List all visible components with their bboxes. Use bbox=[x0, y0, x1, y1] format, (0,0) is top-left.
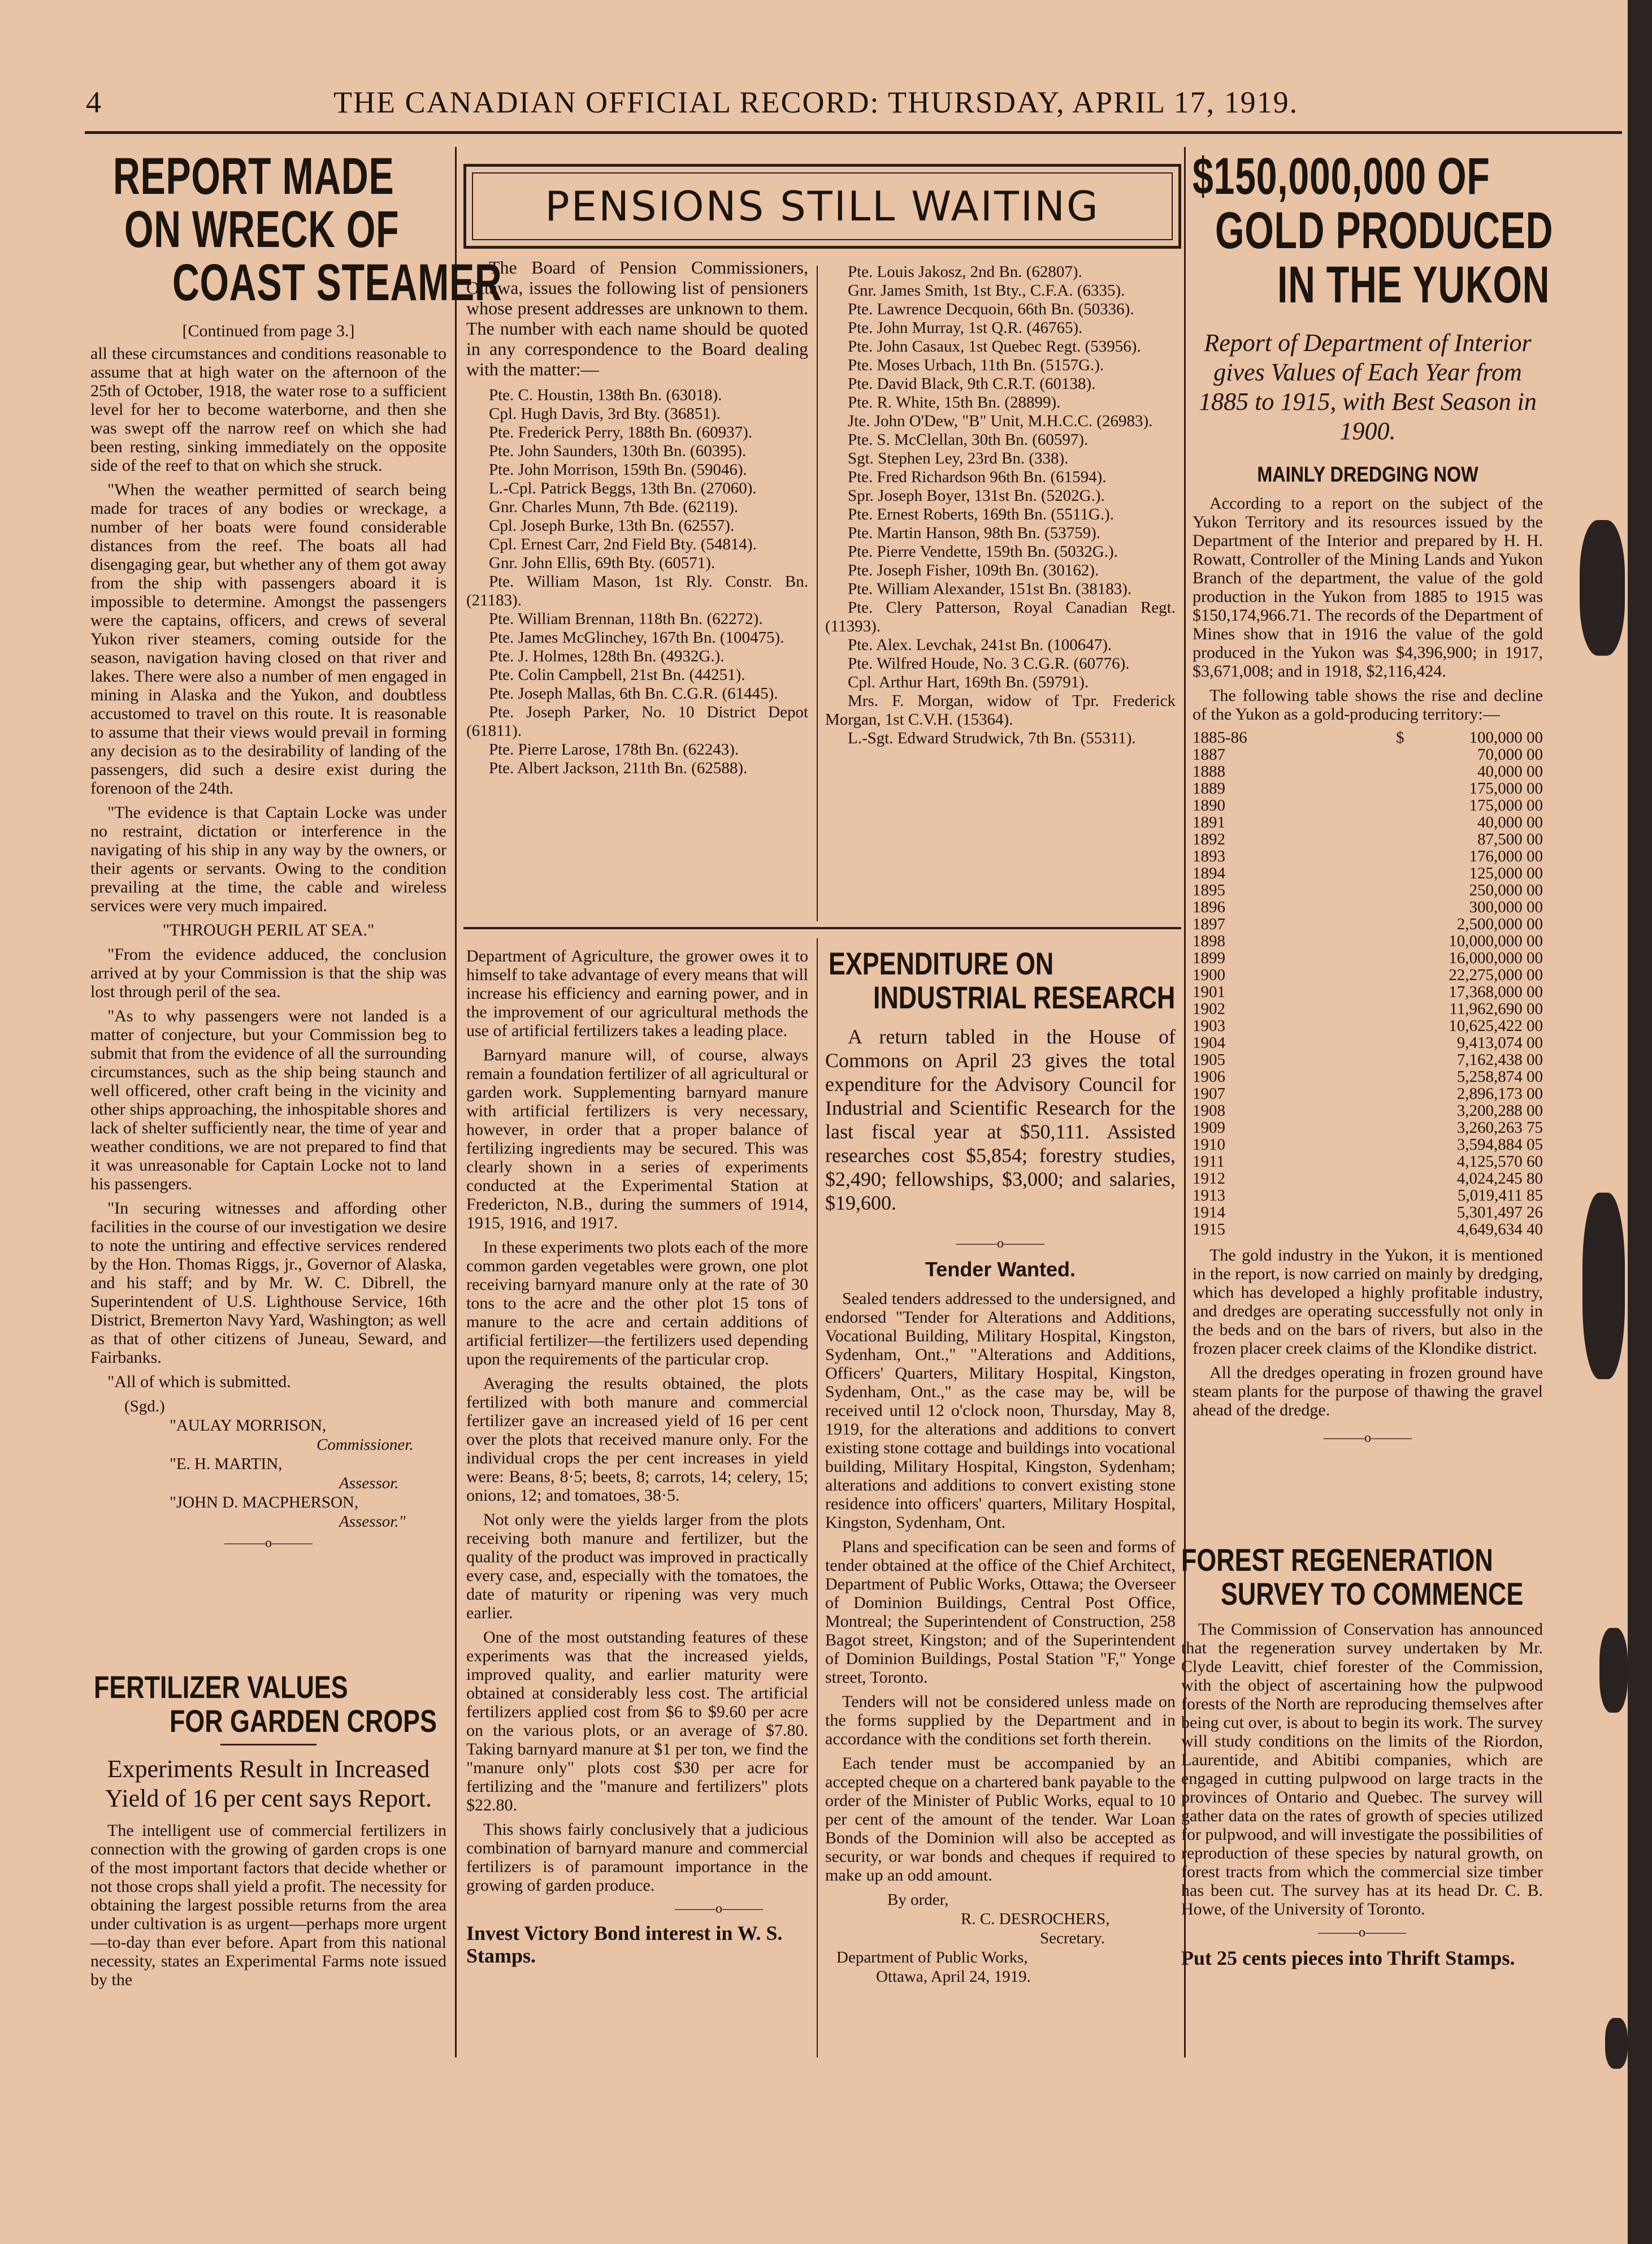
pension-entry: Pte. Lawrence Decquoin, 66th Bn. (50336). bbox=[848, 300, 1134, 318]
forest-headline-1: FOREST REGENERATION bbox=[1181, 1542, 1493, 1578]
wreck-subhead: "THROUGH PERIL AT SEA." bbox=[162, 921, 375, 939]
gold-table-row bbox=[1193, 933, 1543, 950]
tender-paragraph: Each tender must be accompanied by an accepted cheque on a chartered bank payable to the order of the Minister of Public Works, equal to 10 per cent of the amount of the tender. War Loan Bonds of the Dominion will also be accepted as security, or war bonds and cheques if required to make up an odd amount. bbox=[825, 1754, 1176, 1885]
fertilizer-continued bbox=[466, 947, 808, 2043]
gold-table-row bbox=[1193, 916, 1543, 933]
gold-amount: 9,413,074 00 bbox=[1456, 1034, 1543, 1052]
edge-damage bbox=[1580, 520, 1625, 656]
gold-dollar-sign bbox=[1396, 763, 1419, 780]
victory-bond-notice: Invest Victory Bond interest in W. S. Stamps. bbox=[466, 1922, 783, 1967]
tender-signature bbox=[825, 1890, 1176, 1986]
tender-paragraph: Sealed tenders addressed to the undersigned, and endorsed "Tender for Alterations and Additions, Vocational Building, Military Hospital, Kingston, Sydenham, Ont.," "Alterations and Additions, Officers' Quarters, Military Hospital, Kingston, Sydenham, Ont.," as the case may be, will be received until 12 o'clock noon, Thursday, May 8, 1919, for the alterations and additions to convert existing stone cottage and buildings into vocational building, Military Hospital, Kingston, Sydenham; alterations and additions to convert existing stone residence into officers' quarters, Military Hospital, Kingston, Sydenham, Ont. bbox=[825, 1289, 1176, 1532]
scan-background bbox=[1628, 0, 1652, 2244]
pension-entry: Gnr. John Ellis, 69th Bty. (60571). bbox=[489, 554, 716, 572]
gold-dollar-sign bbox=[1396, 899, 1419, 916]
fertilizer-paragraph: This shows fairly conclusively that a judicious combination of barnyard manure and commercial fertilizers is of paramount importance in the growing of garden produce. bbox=[466, 1820, 808, 1895]
gold-headline-2: GOLD PRODUCED bbox=[1215, 202, 1554, 259]
gold-table-row bbox=[1193, 1068, 1543, 1085]
signer-3-title: Assessor." bbox=[339, 1513, 406, 1531]
gold-table-row bbox=[1193, 729, 1543, 746]
gold-dollar-sign bbox=[1396, 950, 1419, 967]
gold-dollar-sign bbox=[1396, 797, 1419, 814]
pension-entry: Pte. William Alexander, 151st Bn. (38183). bbox=[848, 580, 1132, 598]
gold-table-row bbox=[1193, 797, 1543, 814]
gold-dollar-sign bbox=[1396, 933, 1419, 950]
gold-year: 1909 bbox=[1193, 1119, 1225, 1137]
masthead: THE CANADIAN OFFICIAL RECORD: THURSDAY, APRIL 17, 1919. bbox=[333, 85, 1299, 119]
gold-dollar-sign bbox=[1396, 1051, 1419, 1068]
gold-year: 1907 bbox=[1193, 1085, 1225, 1103]
pension-entry: Pte. Pierre Vendette, 159th Bn. (5032G.). bbox=[848, 543, 1118, 561]
pension-entry: Jte. John O'Dew, "B" Unit, M.H.C.C. (26983). bbox=[848, 412, 1153, 430]
expenditure-headline-2: INDUSTRIAL RESEARCH bbox=[873, 980, 1176, 1015]
pension-entry: Pte. Clery Patterson, Royal Canadian Regt. (11393). bbox=[825, 599, 1176, 635]
pension-entry: L.-Cpl. Patrick Beggs, 13th Bn. (27060). bbox=[489, 479, 757, 497]
pension-entry: Pte. John Murray, 1st Q.R. (46765). bbox=[848, 319, 1083, 337]
pension-entry: Spr. Joseph Boyer, 131st Bn. (5202G.). bbox=[848, 487, 1105, 505]
tender-dept: Department of Public Works, bbox=[836, 1948, 1028, 1966]
gold-dollar-sign bbox=[1396, 967, 1419, 984]
wreck-article bbox=[90, 148, 502, 1670]
gold-table-row bbox=[1193, 1153, 1543, 1170]
gold-dollar-sign bbox=[1396, 814, 1419, 831]
gold-dollar-sign bbox=[1396, 1204, 1419, 1221]
pension-entry: Pte. William Brennan, 118th Bn. (62272). bbox=[489, 610, 763, 628]
gold-table-row bbox=[1193, 746, 1543, 763]
fertilizer-headline-1: FERTILIZER VALUES bbox=[94, 1669, 348, 1705]
gold-amount: 250,000 00 bbox=[1469, 881, 1543, 899]
pension-entry: Pte. Moses Urbach, 11th Bn. (5157G.). bbox=[848, 356, 1104, 374]
gold-dollar-sign: $ bbox=[1396, 729, 1404, 747]
pension-entry: Pte. Louis Jakosz, 2nd Bn. (62807). bbox=[848, 263, 1082, 281]
pension-entry: Pte. Joseph Parker, No. 10 District Depot (61811). bbox=[466, 703, 808, 740]
gold-amount: 3,200,288 00 bbox=[1456, 1102, 1543, 1120]
gold-table-row bbox=[1193, 1102, 1543, 1119]
fertilizer-rule bbox=[220, 1744, 316, 1745]
gold-year: 1891 bbox=[1193, 813, 1225, 831]
pension-entry: Gnr. Charles Munn, 7th Bde. (62119). bbox=[489, 498, 739, 516]
pensions-bottom-rule bbox=[463, 927, 1181, 929]
gold-dollar-sign bbox=[1396, 882, 1419, 899]
gold-table-row bbox=[1193, 814, 1543, 831]
ornament: ———o——— bbox=[1318, 1925, 1406, 1940]
wreck-paragraph: "When the weather permitted of search being made for traces of any bodies or wreckage, a number of her boats were found considerable distances from the reef. The boats all had disengaging gear, but whether any of them got away from the ship with passengers aboard it is impossible to determine. Amongst the passengers were the captains, officers, and crews of several Yukon river steamers, coming outside for the season, navigation having closed on that river and lakes. There were also a number of men engaged in mining in Alaska and the Yukon, and doubtless accustomed to travel on this route. It is reasonable to assume that their views would prevail in forming any decision as to the desirability of landing of the passengers, did such a desire exist during the forenoon of the 24th. bbox=[90, 480, 446, 798]
gold-year: 1905 bbox=[1193, 1051, 1225, 1069]
gold-dollar-sign bbox=[1396, 865, 1419, 882]
pension-entry: Pte. John Saunders, 130th Bn. (60395). bbox=[489, 442, 747, 460]
gold-dollar-sign bbox=[1396, 1034, 1419, 1051]
gold-dollar-sign bbox=[1396, 1085, 1419, 1102]
gold-year: 1896 bbox=[1193, 898, 1225, 916]
fertilizer-paragraph: The intelligent use of commercial fertilizers in connection with the growing of garden crops is one of the most important factors that decide whether or not those crops shall yield a profit. The necessity for obtaining the largest possible returns from the area under cultivation is as urgent—perhaps more urgent—to-day than ever before. Apart from this national necessity, states an Experimental Farms note issued by the bbox=[90, 1821, 446, 1989]
gold-year: 1887 bbox=[1193, 746, 1225, 764]
gold-table-row bbox=[1193, 865, 1543, 882]
gold-table-row bbox=[1193, 899, 1543, 916]
expenditure-paragraph: A return tabled in the House of Commons on April 23 gives the total expenditure for the Advisory Council for Industrial and Scientific Research for the last fiscal year at $50,111. Assisted researches cost $5,854; forestry studies, $2,490; fellowships, $3,000; and salaries, $19,600. bbox=[825, 1025, 1176, 1214]
pension-entry: Pte. Albert Jackson, 211th Bn. (62588). bbox=[489, 759, 748, 777]
gold-amount: 3,260,263 75 bbox=[1456, 1119, 1543, 1137]
tender-signer: R. C. DESROCHERS, bbox=[961, 1910, 1110, 1928]
gold-year: 1885-86 bbox=[1193, 729, 1247, 747]
forest-article bbox=[1181, 1543, 1543, 2052]
gold-dollar-sign bbox=[1396, 1170, 1419, 1187]
gold-amount: 10,000,000 00 bbox=[1449, 932, 1543, 950]
gold-year: 1914 bbox=[1193, 1203, 1225, 1221]
gold-year: 1892 bbox=[1193, 830, 1225, 848]
gold-table-row bbox=[1193, 984, 1543, 1000]
wreck-headline-2: ON WRECK OF bbox=[124, 201, 400, 258]
gold-amount: 40,000 00 bbox=[1477, 763, 1543, 781]
column-divider-3 bbox=[817, 266, 818, 921]
gold-paragraph: The following table shows the rise and decline of the Yukon as a gold-producing territory:— bbox=[1193, 686, 1543, 724]
gold-dollar-sign bbox=[1396, 746, 1419, 763]
page-header bbox=[0, 85, 1628, 124]
expenditure-article bbox=[825, 947, 1176, 2043]
column-divider-4 bbox=[817, 938, 818, 2057]
signer-3: "JOHN D. MACPHERSON, bbox=[170, 1493, 359, 1511]
pension-entry: Pte. Joseph Fisher, 109th Bn. (30162). bbox=[848, 561, 1099, 579]
gold-amount: 125,000 00 bbox=[1469, 864, 1543, 882]
gold-amount: 100,000 00 bbox=[1469, 729, 1543, 747]
gold-amount: 87,500 00 bbox=[1477, 830, 1543, 848]
ornament: ———o——— bbox=[1324, 1431, 1412, 1445]
fertilizer-paragraph: In these experiments two plots each of the more common garden vegetables were grown, one plot receiving barnyard manure only at the rate of 30 tons to the acre and the other plot 15 tons of manure to the acre and certain additions of artificial fertilizer—the fertilizers used depending upon the requirements of the particular crop. bbox=[466, 1238, 808, 1368]
gold-year: 1901 bbox=[1193, 983, 1225, 1001]
wreck-signature bbox=[90, 1397, 446, 1531]
header-rule bbox=[85, 131, 1622, 134]
gold-table-row bbox=[1193, 1170, 1543, 1187]
edge-damage bbox=[1582, 1193, 1625, 1379]
pension-entry: Pte. Alex. Levchak, 241st Bn. (100647). bbox=[848, 636, 1112, 654]
gold-amount: 4,649,634 40 bbox=[1456, 1220, 1543, 1238]
gold-dollar-sign bbox=[1396, 1136, 1419, 1153]
gold-table-row bbox=[1193, 1221, 1543, 1238]
gold-dollar-sign bbox=[1396, 916, 1419, 933]
pension-entry: Cpl. Arthur Hart, 169th Bn. (59791). bbox=[848, 673, 1089, 691]
fertilizer-headline-2: FOR GARDEN CROPS bbox=[170, 1703, 437, 1739]
tender-signer-title: Secretary. bbox=[1040, 1929, 1105, 1947]
gold-table-row bbox=[1193, 1000, 1543, 1017]
gold-dollar-sign bbox=[1396, 780, 1419, 797]
pension-entry: Pte. John Casaux, 1st Quebec Regt. (53956). bbox=[848, 337, 1141, 356]
gold-table-row bbox=[1193, 848, 1543, 865]
gold-year: 1908 bbox=[1193, 1102, 1225, 1120]
wreck-headline-1: REPORT MADE bbox=[113, 148, 394, 205]
gold-amount: 5,019,411 85 bbox=[1457, 1186, 1543, 1205]
gold-amount: 10,625,422 00 bbox=[1449, 1017, 1543, 1035]
gold-headline-3: IN THE YUKON bbox=[1277, 256, 1550, 314]
pension-entry: Pte. C. Houstin, 138th Bn. (63018). bbox=[489, 386, 722, 404]
gold-year: 1890 bbox=[1193, 796, 1225, 815]
gold-year: 1900 bbox=[1193, 966, 1225, 984]
gold-year: 1904 bbox=[1193, 1034, 1225, 1052]
gold-year: 1911 bbox=[1193, 1153, 1225, 1171]
wreck-paragraph: "As to why passengers were not landed is a matter of conjecture, but your Commission beg to submit that from the evidence of all the surrounding circumstances, such as the ship being staunch and well officered, other craft being in the vicinity and other ships approaching, the inhospitable shores and lack of shelter sufficiently near, the time of year and weather conditions, we are not prepared to find that it was unreasonable for Captain Locke not to land his passengers. bbox=[90, 1007, 446, 1193]
gold-table-row bbox=[1193, 763, 1543, 780]
forest-paragraph: The Commission of Conservation has announced that the regeneration survey undertaken by Mr. Clyde Leavitt, chief forester of the Commission, with the object of ascertaining how the pulpwood forests of the North are reproducing themselves after being cut over, is about to begin its work. The survey will study conditions on the limits of the Riordon, Laurentide, and Abitibi companies, which are engaged in cutting pulpwood on large tracts in the provinces of Ontario and Quebec. The survey will gather data on the rates of growth of species utilized for pulpwood, and will investigate the possibilities of reproduction of these species by natural growth, on forest tracts from which the commercial size timber has been cut. The survey has at its head Dr. C. B. Howe, of the University of Toronto. bbox=[1181, 1620, 1543, 1918]
gold-dollar-sign bbox=[1396, 1187, 1419, 1204]
gold-year: 1906 bbox=[1193, 1068, 1225, 1086]
gold-table-row bbox=[1193, 780, 1543, 797]
gold-amount: 5,301,497 26 bbox=[1456, 1203, 1543, 1221]
pension-entry: Pte. James McGlinchey, 167th Bn. (100475). bbox=[489, 629, 784, 647]
gold-table-row bbox=[1193, 882, 1543, 899]
gold-year: 1898 bbox=[1193, 932, 1225, 950]
gold-amount: 40,000 00 bbox=[1477, 813, 1543, 831]
gold-dollar-sign bbox=[1396, 1102, 1419, 1119]
gold-table-row bbox=[1193, 1051, 1543, 1068]
by-order: By order, bbox=[887, 1891, 949, 1909]
gold-dollar-sign bbox=[1396, 1068, 1419, 1085]
pension-entry: Pte. Martin Hanson, 98th Bn. (53759). bbox=[848, 524, 1101, 542]
pensions-intro: The Board of Pension Commissioners, Ottawa, issues the following list of pensioners whose present addresses are unknown to them. The number with each name should be quoted in any correspondence to the Board dealing with the matter:— bbox=[466, 257, 808, 379]
gold-year: 1902 bbox=[1193, 1000, 1225, 1018]
gold-amount: 175,000 00 bbox=[1469, 779, 1543, 798]
gold-table-row bbox=[1193, 1085, 1543, 1102]
fertilizer-article bbox=[90, 1670, 446, 2060]
gold-dollar-sign bbox=[1396, 1017, 1419, 1034]
wreck-paragraph: "In securing witnesses and affording other facilities in the course of our investigation we desire to note the untiring and effective services rendered by the Hon. Thomas Riggs, jr., Governor of Alaska, and his staff; and by Mr. W. C. Dibrell, the Superintendent of U.S. Lighthouse Service, 16th District, Bremerton Navy Yard, Washington; as well as that of other citizens of Juneau, Seward, and Fairbanks. bbox=[90, 1199, 446, 1367]
gold-year: 1913 bbox=[1193, 1186, 1225, 1205]
pension-entry: Mrs. F. Morgan, widow of Tpr. Frederick Morgan, 1st C.V.H. (15364). bbox=[825, 692, 1176, 729]
sgd-label: (Sgd.) bbox=[124, 1397, 165, 1415]
gold-table-row bbox=[1193, 967, 1543, 984]
gold-amount: 3,594,884 05 bbox=[1456, 1136, 1543, 1154]
gold-dollar-sign bbox=[1396, 1000, 1419, 1017]
pensions-title-box bbox=[463, 164, 1181, 249]
gold-headline-1: $150,000,000 OF bbox=[1193, 148, 1490, 205]
pension-entry: Pte. Colin Campbell, 21st Bn. (44251). bbox=[489, 666, 745, 684]
gold-table-row bbox=[1193, 1017, 1543, 1034]
gold-dollar-sign bbox=[1396, 1221, 1419, 1238]
signer-1: "AULAY MORRISON, bbox=[170, 1416, 327, 1435]
gold-year: 1894 bbox=[1193, 864, 1225, 882]
gold-year: 1897 bbox=[1193, 915, 1225, 933]
gold-amount: 7,162,438 00 bbox=[1456, 1051, 1543, 1069]
signer-1-title: Commissioner. bbox=[316, 1436, 414, 1454]
gold-amount: 176,000 00 bbox=[1469, 847, 1543, 865]
gold-year: 1899 bbox=[1193, 949, 1225, 967]
pension-entry: Pte. R. White, 15th Bn. (28899). bbox=[848, 393, 1061, 411]
pension-entry: Sgt. Stephen Ley, 23rd Bn. (338). bbox=[848, 449, 1069, 467]
ornament: ———o——— bbox=[675, 1901, 763, 1916]
gold-paragraph: All the dredges operating in frozen ground have steam plants for the purpose of thawing the gravel ahead of the dredge. bbox=[1193, 1363, 1543, 1419]
fertilizer-paragraph: Barnyard manure will, of course, always remain a foundation fertilizer of all agricultural or garden work. Supplementing barnyard manure with artificial fertilizers is very necessary, however, in order that a proper balance of fertilizing ingredients may be secured. This was clearly shown in a series of experiments conducted at the Experimental Station at Fredericton, N.B., during the summers of 1914, 1915, 1916, and 1917. bbox=[466, 1046, 808, 1232]
gold-amount: 70,000 00 bbox=[1477, 746, 1543, 764]
pension-entry: Pte. J. Holmes, 128th Bn. (4932G.). bbox=[489, 647, 725, 665]
pension-entry: Pte. William Mason, 1st Rly. Constr. Bn. (21183). bbox=[466, 573, 808, 609]
pension-entry: Gnr. James Smith, 1st Bty., C.F.A. (6335). bbox=[848, 281, 1125, 300]
column-divider-1 bbox=[455, 147, 457, 2057]
pension-entry: Pte. Wilfred Houde, No. 3 C.G.R. (60776). bbox=[848, 655, 1130, 673]
wreck-paragraph: "From the evidence adduced, the conclusion arrived at by your Commission is that the ship was lost through peril of the sea. bbox=[90, 945, 446, 1001]
wreck-paragraph: "The evidence is that Captain Locke was under no restraint, dictation or interference in the navigating of his ship in any way by the owners, or their agents or servants. Owing to the condition prevailing at the time, the cable and wireless services were very much impaired. bbox=[90, 803, 446, 915]
fertilizer-paragraph: One of the most outstanding features of these experiments was that the increased yields, improved quality, and earlier maturity were obtained at considerably less cost. The artificial fertilizers applied cost from $6 to $9.60 per acre on the various plots, or an average of $7.80. Taking barnyard manure at $1 per ton, we find the "manure only" plots cost $30 per acre for fertilizing and the "manure and fertilizers" plots $22.80. bbox=[466, 1628, 808, 1814]
gold-year: 1915 bbox=[1193, 1220, 1225, 1238]
pension-entry: L.-Sgt. Edward Strudwick, 7th Bn. (55311). bbox=[848, 729, 1136, 747]
pension-entry: Pte. David Black, 9th C.R.T. (60138). bbox=[848, 375, 1096, 393]
gold-table-row bbox=[1193, 1136, 1543, 1153]
gold-year: 1910 bbox=[1193, 1136, 1225, 1154]
fertilizer-paragraph: Not only were the yields larger from the plots receiving both manure and fertilizer, but the quality of the product was improved in practically every case, and, especially with the tomatoes, the date of maturity or ripening was very much earlier. bbox=[466, 1510, 808, 1622]
signer-2-title: Assessor. bbox=[339, 1474, 399, 1492]
ornament: ———o——— bbox=[956, 1236, 1044, 1251]
tender-paragraph: Plans and specification can be seen and forms of tender obtained at the office of the Chief Architect, Department of Public Works, Ottawa; the Overseer of Dominion Buildings, Central Post Office, Montreal; the Superintendent of Construction, 258 Bagot street, Kingston; and of the Superintendent of Dominion Buildings, Postal Station "F," Yonge street, Toronto. bbox=[825, 1537, 1176, 1687]
pensions-title: PENSIONS STILL WAITING bbox=[472, 172, 1173, 240]
gold-subhead: MAINLY DREDGING NOW bbox=[1257, 463, 1478, 487]
gold-dollar-sign bbox=[1396, 831, 1419, 848]
gold-table-row bbox=[1193, 831, 1543, 848]
forest-headline-2: SURVEY TO COMMENCE bbox=[1221, 1576, 1524, 1611]
pension-entry: Pte. John Morrison, 159th Bn. (59046). bbox=[489, 461, 747, 479]
gold-production-table bbox=[1193, 729, 1543, 1238]
pension-entry: Pte. Joseph Mallas, 6th Bn. C.G.R. (61445). bbox=[489, 685, 778, 703]
gold-table-row bbox=[1193, 1204, 1543, 1221]
gold-year: 1888 bbox=[1193, 763, 1225, 781]
wreck-continued: [Continued from page 3.] bbox=[182, 322, 355, 340]
pension-entry: Cpl. Ernest Carr, 2nd Field Bty. (54814). bbox=[489, 535, 757, 553]
gold-amount: 2,896,173 00 bbox=[1456, 1085, 1543, 1103]
wreck-paragraph: all these circumstances and conditions reasonable to assume that at high water on the afternoon of the 25th of October, 1918, the water rose to a sufficient level for her to become waterborne, and then she was swept off the narrow reef on which she had been resting, sinking immediately on the opposite side of the reef to that on which she struck. bbox=[90, 344, 446, 475]
ornament: ———o——— bbox=[224, 1536, 313, 1550]
gold-year: 1912 bbox=[1193, 1169, 1225, 1188]
pension-entry: Cpl. Hugh Davis, 3rd Bty. (36851). bbox=[489, 405, 721, 423]
signer-2: "E. H. MARTIN, bbox=[170, 1455, 283, 1473]
gold-amount: 22,275,000 00 bbox=[1449, 966, 1543, 984]
tender-title: Tender Wanted. bbox=[925, 1258, 1076, 1281]
gold-amount: 11,962,690 00 bbox=[1449, 1000, 1543, 1018]
page-number: 4 bbox=[86, 85, 101, 119]
fertilizer-paragraph: Department of Agriculture, the grower owes it to himself to take advantage of every means that will increase his efficiency and earning power, and in the improvement of our agricultural methods the use of artificial fertilizers takes a leading place. bbox=[466, 947, 808, 1040]
gold-dollar-sign bbox=[1396, 848, 1419, 865]
gold-amount: 4,125,570 60 bbox=[1456, 1153, 1543, 1171]
pension-entry: Pte. Fred Richardson 96th Bn. (61594). bbox=[848, 468, 1107, 486]
pensions-list-left bbox=[466, 257, 808, 924]
pension-entry: Cpl. Joseph Burke, 13th Bn. (62557). bbox=[489, 517, 735, 535]
gold-amount: 16,000,000 00 bbox=[1449, 949, 1543, 967]
edge-damage bbox=[1599, 1628, 1628, 1713]
tender-date: Ottawa, April 24, 1919. bbox=[876, 1968, 1031, 1986]
gold-table-row bbox=[1193, 1187, 1543, 1204]
pension-entry: Pte. Pierre Larose, 178th Bn. (62243). bbox=[489, 740, 739, 759]
gold-subtitle: Report of Department of Interior gives Values of Each Year from 1885 to 1915, with Best Season in 1900. bbox=[1199, 329, 1537, 445]
wreck-paragraph: "All of which is submitted. bbox=[107, 1372, 291, 1391]
gold-dollar-sign bbox=[1396, 984, 1419, 1000]
edge-damage bbox=[1605, 2018, 1628, 2069]
gold-table-row bbox=[1193, 1119, 1543, 1136]
pension-entry: Pte. S. McClellan, 30th Bn. (60597). bbox=[848, 431, 1089, 449]
wreck-headline-3: COAST STEAMER bbox=[172, 254, 502, 311]
thrift-stamps-notice: Put 25 cents pieces into Thrift Stamps. bbox=[1181, 1947, 1515, 1969]
gold-amount: 5,258,874 00 bbox=[1456, 1068, 1543, 1086]
tender-paragraph: Tenders will not be considered unless made on the forms supplied by the Department and in accordance with the conditions set forth therein. bbox=[825, 1692, 1176, 1748]
gold-year: 1903 bbox=[1193, 1017, 1225, 1035]
gold-table-row bbox=[1193, 950, 1543, 967]
gold-dollar-sign bbox=[1396, 1153, 1419, 1170]
fertilizer-paragraph: Averaging the results obtained, the plots fertilized with both manure and commercial fertilizer gave an increased yield of 16 per cent over the plots that received manure only. For the individual crops the per cent increases in yield were: Beans, 8·5; beets, 8; carrots, 14; celery, 15; onions, 12; and tomatoes, 38·5. bbox=[466, 1374, 808, 1505]
gold-amount: 17,368,000 00 bbox=[1449, 983, 1543, 1001]
pension-entry: Pte. Ernest Roberts, 169th Bn. (5511G.). bbox=[848, 505, 1114, 523]
gold-year: 1889 bbox=[1193, 779, 1225, 798]
fertilizer-subtitle: Experiments Result in Increased Yield of 16 per cent says Report. bbox=[105, 1755, 432, 1812]
gold-article bbox=[1193, 148, 1554, 1535]
expenditure-headline-1: EXPENDITURE ON bbox=[829, 946, 1054, 981]
gold-dollar-sign bbox=[1396, 1119, 1419, 1136]
gold-year: 1895 bbox=[1193, 881, 1225, 899]
gold-year: 1893 bbox=[1193, 847, 1225, 865]
gold-table-row bbox=[1193, 1034, 1543, 1051]
gold-amount: 175,000 00 bbox=[1469, 796, 1543, 815]
gold-amount: 300,000 00 bbox=[1469, 898, 1543, 916]
gold-amount: 2,500,000 00 bbox=[1456, 915, 1543, 933]
gold-paragraph: According to a report on the subject of the Yukon Territory and its resources issued by the Department of the Interior and prepared by H. H. Rowatt, Controller of the Mining Lands and Yukon Branch of the department, the value of the gold production in the Yukon from 1885 to 1915 was $150,174,966.71. The records of the Department of Mines show that in 1916 the value of the gold produced in the Yukon was $4,396,900; in 1917, $3,671,008; and in 1918, $2,116,424. bbox=[1193, 494, 1543, 681]
gold-amount: 4,024,245 80 bbox=[1456, 1169, 1543, 1188]
gold-paragraph: The gold industry in the Yukon, it is mentioned in the report, is now carried on mainly by dredging, which has developed a highly profitable industry, and dredges are operating successfully not only in the beds and on the bars of rivers, but also in the frozen placer creek claims of the Klondike district. bbox=[1193, 1246, 1543, 1358]
pensions-list-right bbox=[825, 263, 1176, 924]
pension-entry: Pte. Frederick Perry, 188th Bn. (60937). bbox=[489, 423, 753, 441]
